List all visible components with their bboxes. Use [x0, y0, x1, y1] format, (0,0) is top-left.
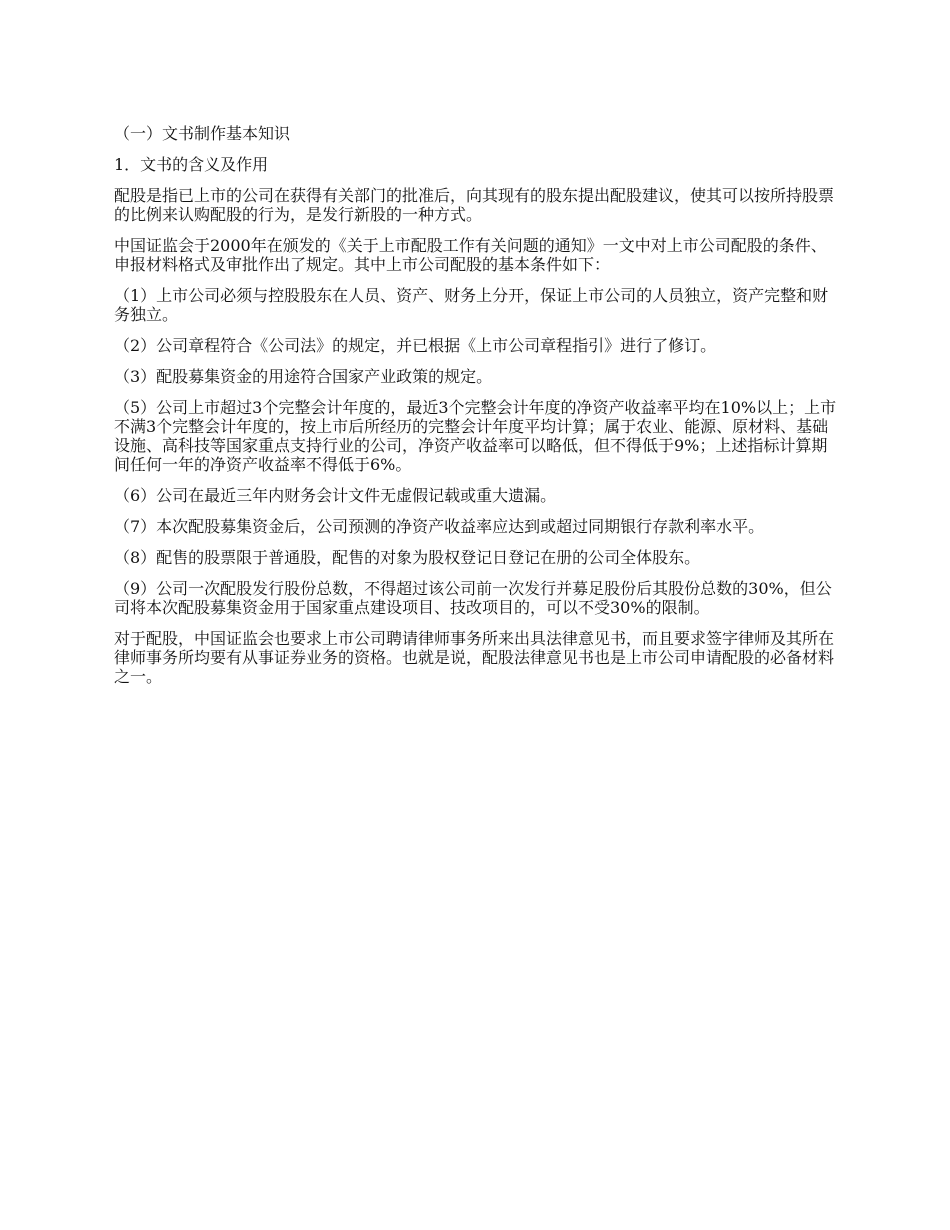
subheading: 1．文书的含义及作用 — [114, 155, 269, 174]
condition-3: （3）配股募集资金的用途符合国家产业政策的规定。 — [114, 367, 493, 386]
paragraph-regulation: 中国证监会于2000年在颁发的《关于上市配股工作有关问题的通知》一文中对上市公司配股的条件、申报材料格式及审批作出了规定。其中上市公司配股的基本条件如下： — [114, 236, 827, 274]
condition-7: （7）本次配股募集资金后，公司预测的净资产收益率应达到或超过同期银行存款利率水平。 — [114, 517, 765, 536]
condition-2: （2）公司章程符合《公司法》的规定，并已根据《上市公司章程指引》进行了修订。 — [114, 336, 717, 355]
condition-1: （1）上市公司必须与控股股东在人员、资产、财务上分开，保证上市公司的人员独立，资产完整和财务独立。 — [114, 286, 829, 324]
condition-6: （6）公司在最近三年内财务会计文件无虚假记载或重大遗漏。 — [114, 486, 557, 505]
condition-5: （5）公司上市超过3个完整会计年度的，最近3个完整会计年度的净资产收益率平均在10%以上；上市不满3个完整会计年度的，按上市后所经历的完整会计年度平均计算；属于农业、能源、原材料、基础设施、高科技等国家重点支持行业的公司，净资产收益率可以略低，但不得低于9%；上述指标计算期间任何一年的净资产收益率不得低于6%。 — [114, 398, 837, 474]
document-page — [114, 124, 840, 698]
paragraph-definition: 配股是指已上市的公司在获得有关部门的批准后，向其现有的股东提出配股建议，使其可以按所持股票的比例来认购配股的行为，是发行新股的一种方式。 — [114, 186, 835, 224]
condition-8: （8）配售的股票限于普通股，配售的对象为股权登记日登记在册的公司全体股东。 — [114, 548, 701, 567]
paragraph-legal-opinion: 对于配股，中国证监会也要求上市公司聘请律师事务所来出具法律意见书，而且要求签字律师及其所在律师事务所均要有从事证券业务的资格。也就是说，配股法律意见书也是上市公司申请配股的必备材料之一。 — [114, 629, 835, 686]
condition-9: （9）公司一次配股发行股份总数，不得超过该公司前一次发行并募足股份后其股份总数的30%，但公司将本次配股募集资金用于国家重点建设项目、技改项目的，可以不受30%的限制。 — [114, 579, 832, 617]
section-heading: （一）文书制作基本知识 — [114, 124, 291, 143]
